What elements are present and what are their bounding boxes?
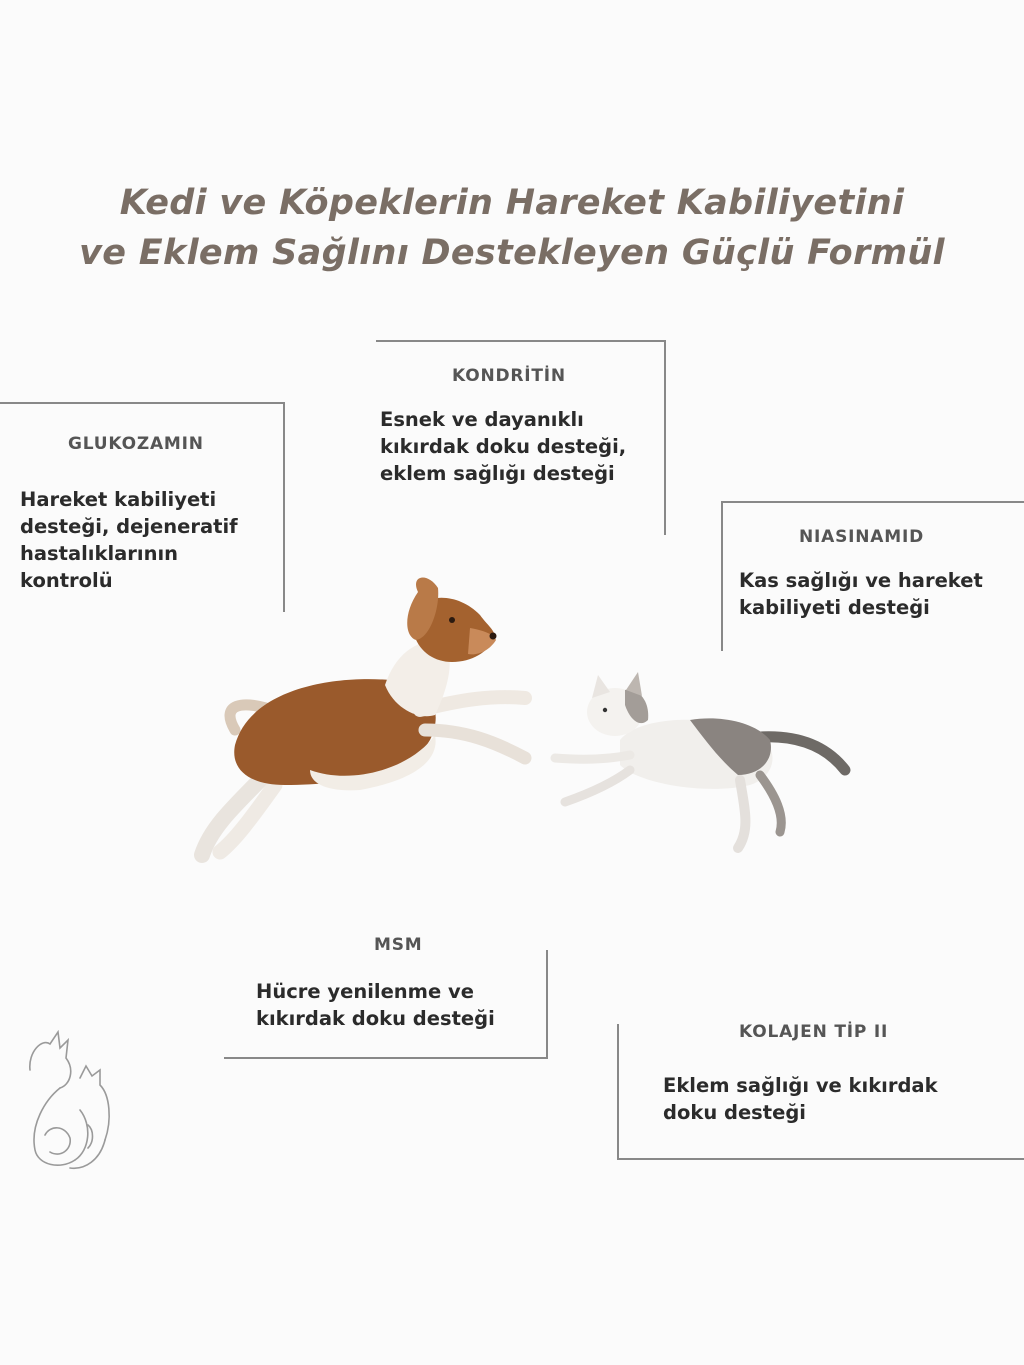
title-line-2: ve Eklem Sağlını Destekleyen Güçlü Formül	[79, 233, 945, 273]
ingredient-name: KOLAJEN TİP II	[739, 1022, 889, 1042]
description-line: kıkırdak doku desteği,	[380, 435, 627, 458]
description-line: Esnek ve dayanıklı	[380, 408, 584, 431]
ingredient-name: NIASINAMID	[799, 527, 925, 547]
ingredient-description	[663, 1072, 938, 1126]
description-line: eklem sağlığı desteği	[380, 462, 615, 485]
ingredient-card-msm	[224, 935, 548, 1059]
description-line: kabiliyeti desteği	[739, 596, 930, 619]
description-line: kıkırdak doku desteği	[256, 1007, 495, 1030]
dog-and-cat-image	[190, 570, 860, 870]
ingredient-name: KONDRİTİN	[452, 366, 566, 386]
ingredient-name: MSM	[374, 935, 423, 955]
ingredient-card-kondritin	[376, 340, 666, 535]
ingredient-card-kolajen	[617, 1024, 1024, 1160]
description-line: doku desteği	[663, 1101, 806, 1124]
ingredient-description	[380, 406, 626, 487]
dog-cat-outline-logo-icon	[20, 1030, 120, 1175]
description-line: Hücre yenilenme ve	[256, 980, 474, 1003]
description-line: Kas sağlığı ve hareket	[739, 569, 983, 592]
title-line-1: Kedi ve Köpeklerin Hareket Kabiliyetini	[119, 183, 905, 223]
description-line: hastalıklarının	[20, 542, 179, 565]
dog-illustration	[202, 577, 525, 855]
cat-illustration	[555, 672, 845, 848]
description-line: Hareket kabiliyeti	[20, 488, 217, 511]
description-line: Eklem sağlığı ve kıkırdak	[663, 1074, 938, 1097]
description-line: desteği, dejeneratif	[20, 515, 238, 538]
ingredient-description	[256, 978, 495, 1032]
page-title	[0, 178, 1024, 278]
ingredient-name: GLUKOZAMIN	[68, 434, 204, 454]
description-line: kontrolü	[20, 569, 113, 592]
